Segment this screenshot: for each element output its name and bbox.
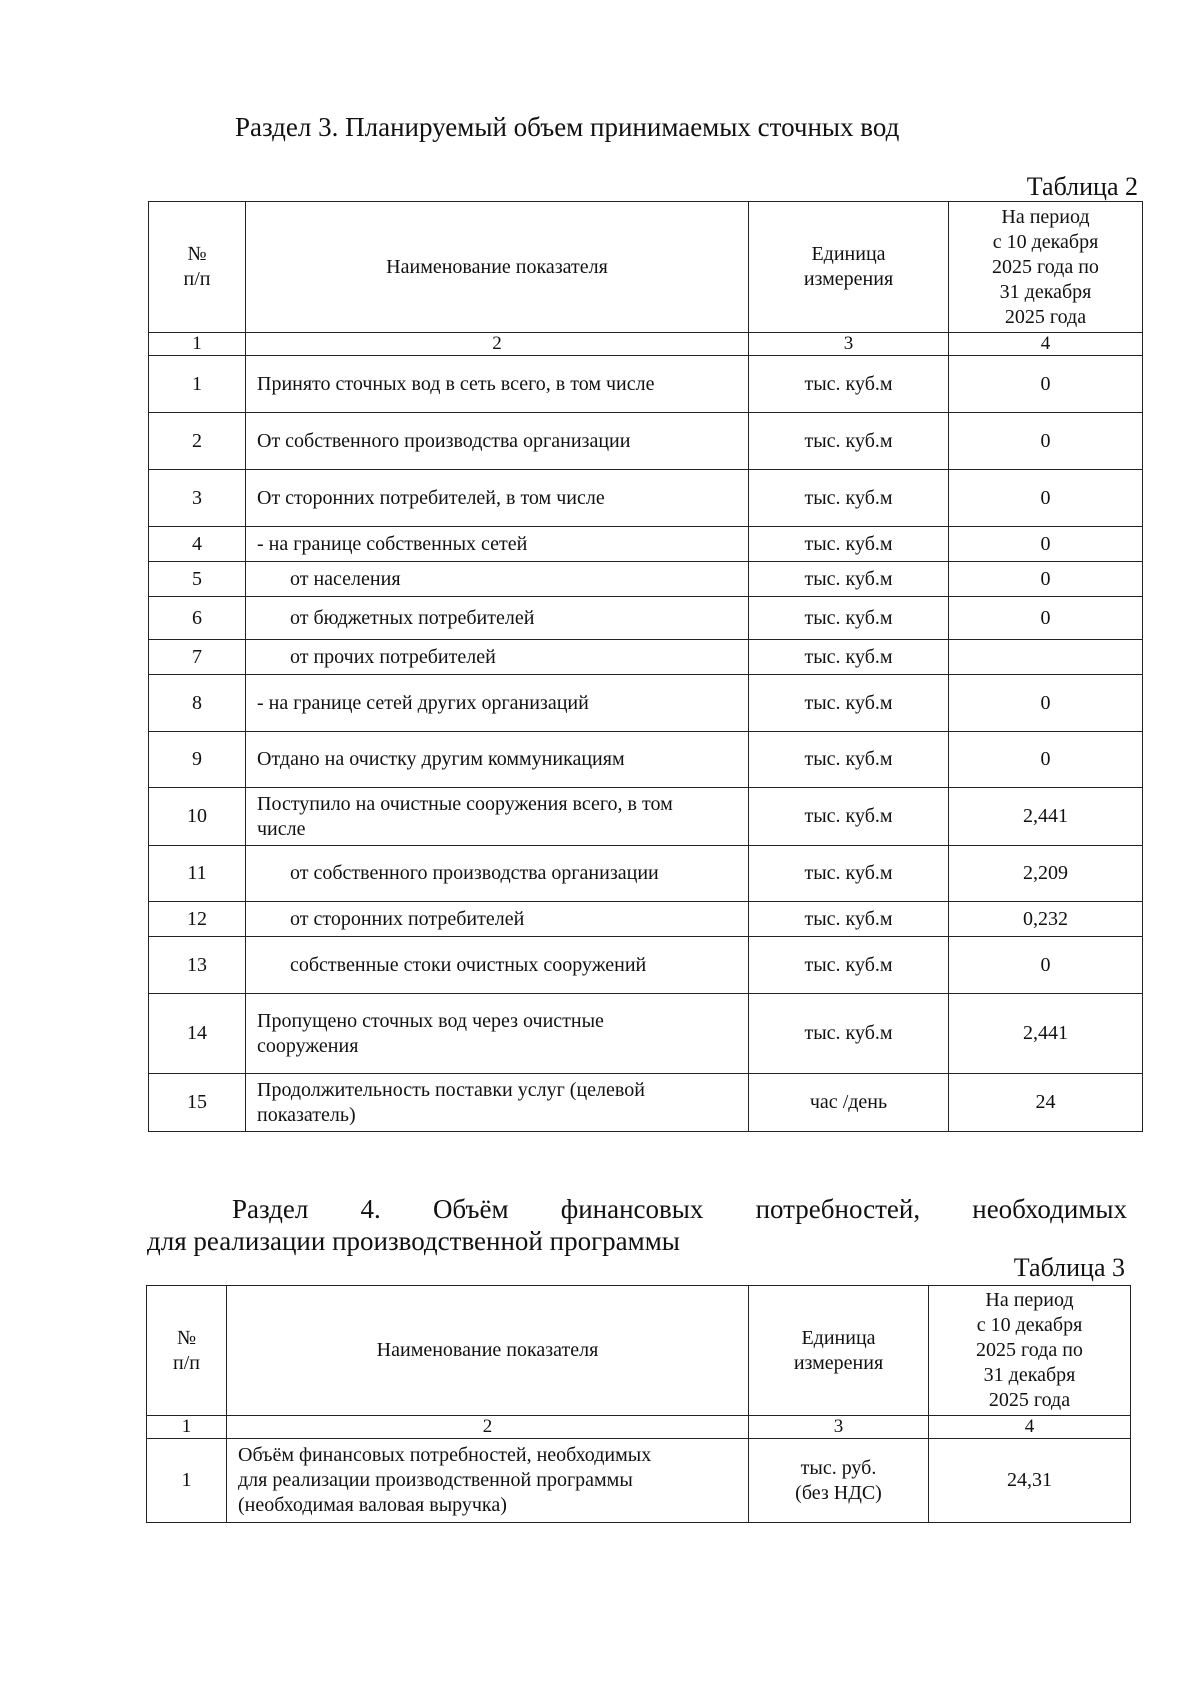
row-name: Принято сточных вод в сеть всего, в том числе — [246, 356, 749, 413]
table-3-label: Таблица 3 — [1013, 1253, 1125, 1282]
title-word: Объём — [432, 1194, 509, 1224]
header-period: На период с 10 декабря 2025 года по 31 декабря 2025 года — [976, 1289, 1083, 1411]
row-value: 2,441 — [949, 994, 1143, 1074]
row-number: 13 — [149, 937, 246, 994]
row-unit: тыс. куб.м — [749, 732, 949, 788]
table-row — [149, 732, 1143, 788]
row-value: 2,441 — [949, 788, 1143, 846]
row-unit: тыс. куб.м — [749, 846, 949, 902]
header-unit: Единица измерения — [793, 1326, 884, 1374]
title-word: финансовых — [560, 1194, 704, 1224]
row-value: 0 — [949, 356, 1143, 413]
table-row — [149, 994, 1143, 1074]
table-2 — [148, 201, 1143, 1132]
row-number: 15 — [149, 1074, 246, 1132]
header-name-cell — [227, 1286, 749, 1416]
row-value: 0 — [949, 562, 1143, 597]
header-period-cell — [949, 202, 1143, 333]
row-value: 0 — [949, 470, 1143, 527]
row-number: 2 — [149, 413, 246, 470]
column-number: 2 — [227, 1416, 749, 1439]
header-name: Наименование показателя — [386, 255, 608, 278]
row-unit: тыс. куб.м — [749, 640, 949, 675]
table-2-column-numbers — [149, 333, 1143, 356]
table-row — [149, 640, 1143, 675]
row-name: от бюджетных потребителей — [246, 597, 749, 640]
header-number: № п/п — [183, 243, 211, 290]
row-value: 0 — [949, 413, 1143, 470]
row-value: 0 — [949, 937, 1143, 994]
column-number: 3 — [749, 1416, 929, 1439]
row-unit: тыс. куб.м — [749, 562, 949, 597]
row-number: 1 — [147, 1439, 227, 1523]
row-number: 14 — [149, 994, 246, 1074]
row-name: от собственного производства организации — [246, 846, 749, 902]
row-name: Отдано на очистку другим коммуникациям — [246, 732, 749, 788]
table-row — [149, 937, 1143, 994]
section-4-title-line-2: для реализации производственной программы — [147, 1226, 680, 1256]
table-row — [149, 846, 1143, 902]
column-number: 1 — [147, 1416, 227, 1439]
table-row — [149, 527, 1143, 562]
row-value: 0 — [949, 732, 1143, 788]
row-name: от сторонних потребителей — [246, 902, 749, 937]
row-number: 8 — [149, 675, 246, 732]
row-unit: тыс. куб.м — [749, 675, 949, 732]
row-number: 7 — [149, 640, 246, 675]
table-row — [149, 413, 1143, 470]
section-4-title-line-1 — [147, 1193, 1127, 1225]
row-name: От собственного производства организации — [246, 413, 749, 470]
table-2-header-row — [149, 202, 1143, 333]
row-unit: тыс. куб.м — [749, 413, 949, 470]
header-name-cell — [246, 202, 749, 333]
row-value — [949, 640, 1143, 675]
row-unit: тыс. руб. (без НДС) — [749, 1439, 929, 1523]
row-name: Продолжительность поставки услуг (целевой показатель) — [246, 1074, 749, 1132]
row-value: 24,31 — [929, 1439, 1131, 1523]
header-period-cell — [929, 1286, 1131, 1416]
row-name: - на границе сетей других организаций — [246, 675, 749, 732]
row-number: 10 — [149, 788, 246, 846]
column-number: 4 — [929, 1416, 1131, 1439]
row-unit: тыс. куб.м — [749, 788, 949, 846]
title-word: потребностей, — [755, 1194, 921, 1224]
row-name: Поступило на очистные сооружения всего, в том числе — [246, 788, 749, 846]
row-number: 11 — [149, 846, 246, 902]
column-number: 4 — [949, 333, 1143, 356]
header-number-cell — [147, 1286, 227, 1416]
table-3-header-row — [147, 1286, 1131, 1416]
table-2-label: Таблица 2 — [1026, 172, 1138, 201]
header-name: Наименование показателя — [376, 1339, 599, 1361]
section-3-title: Раздел 3. Планируемый объем принимаемых сточных вод — [235, 112, 900, 142]
row-name: От сторонних потребителей, в том числе — [246, 470, 749, 527]
row-number: 9 — [149, 732, 246, 788]
row-unit: тыс. куб.м — [749, 902, 949, 937]
title-word: необходимых — [972, 1194, 1127, 1224]
row-value: 24 — [949, 1074, 1143, 1132]
row-name: - на границе собственных сетей — [246, 527, 749, 562]
section-4-title — [147, 1193, 1127, 1257]
row-number: 1 — [149, 356, 246, 413]
row-name: собственные стоки очистных сооружений — [246, 937, 749, 994]
row-value: 0,232 — [949, 902, 1143, 937]
header-unit-cell — [749, 1286, 929, 1416]
header-unit-cell — [749, 202, 949, 333]
row-name: от прочих потребителей — [246, 640, 749, 675]
title-word: Раздел — [232, 1194, 309, 1224]
row-unit: тыс. куб.м — [749, 356, 949, 413]
column-number: 1 — [149, 333, 246, 356]
table-3-column-numbers — [147, 1416, 1131, 1439]
row-value: 0 — [949, 597, 1143, 640]
row-unit: тыс. куб.м — [749, 470, 949, 527]
header-number-cell — [149, 202, 246, 333]
header-period: На период с 10 декабря 2025 года по 31 декабря 2025 года — [992, 205, 1099, 328]
table-row — [147, 1439, 1131, 1523]
row-number: 12 — [149, 902, 246, 937]
header-number: № п/п — [173, 1326, 200, 1374]
table-row — [149, 788, 1143, 846]
row-unit: час /день — [749, 1074, 949, 1132]
table-row — [149, 597, 1143, 640]
row-unit: тыс. куб.м — [749, 527, 949, 562]
table-row — [149, 470, 1143, 527]
row-number: 5 — [149, 562, 246, 597]
row-number: 6 — [149, 597, 246, 640]
table-row — [149, 675, 1143, 732]
row-unit: тыс. куб.м — [749, 994, 949, 1074]
row-value: 0 — [949, 527, 1143, 562]
column-number: 3 — [749, 333, 949, 356]
table-3 — [146, 1285, 1131, 1523]
row-unit: тыс. куб.м — [749, 597, 949, 640]
header-unit: Единица измерения — [803, 243, 894, 290]
row-value: 2,209 — [949, 846, 1143, 902]
column-number: 2 — [246, 333, 749, 356]
table-row — [149, 562, 1143, 597]
row-name: Пропущено сточных вод через очистные сооружения — [246, 994, 749, 1074]
row-number: 3 — [149, 470, 246, 527]
title-word: 4. — [360, 1194, 381, 1224]
row-number: 4 — [149, 527, 246, 562]
row-value: 0 — [949, 675, 1143, 732]
table-row — [149, 1074, 1143, 1132]
row-name: Объём финансовых потребностей, необходимых для реализации производственной программы (необходимая валовая выручка) — [227, 1439, 749, 1523]
row-name: от населения — [246, 562, 749, 597]
row-unit: тыс. куб.м — [749, 937, 949, 994]
table-row — [149, 356, 1143, 413]
table-row — [149, 902, 1143, 937]
